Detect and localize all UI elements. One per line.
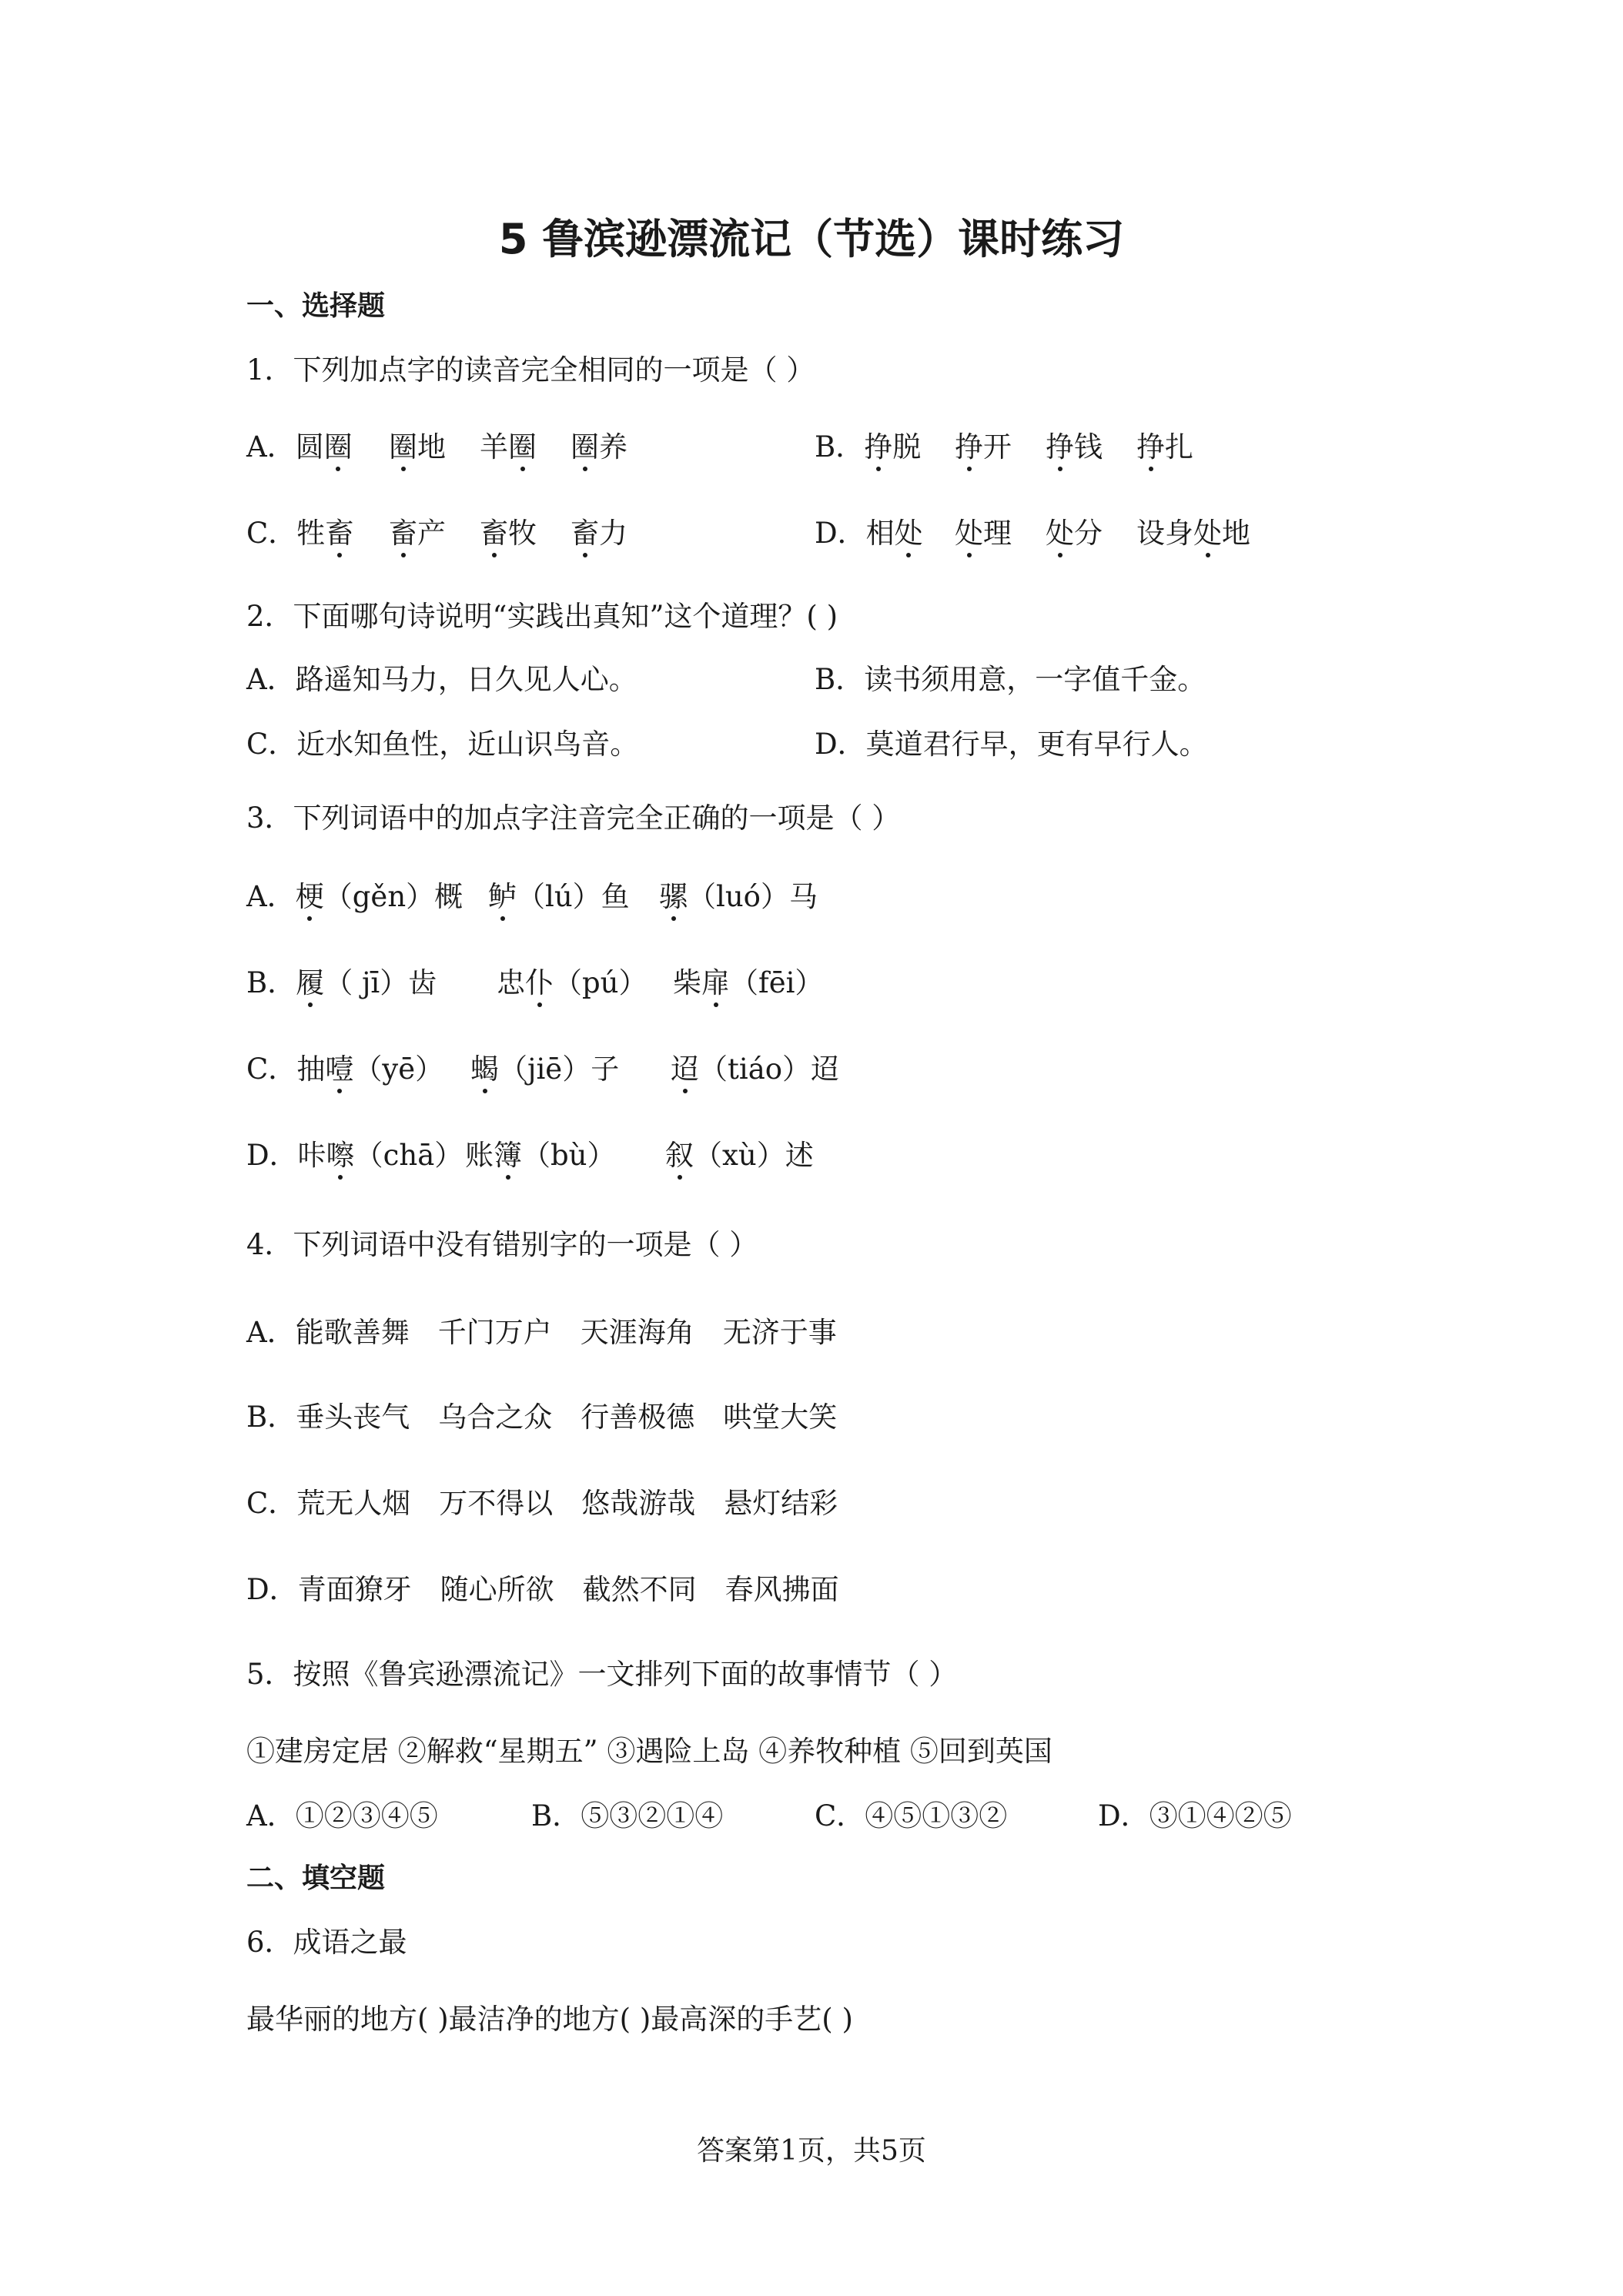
q3-option-a-word-3: 骡（luó）马 bbox=[659, 880, 818, 913]
q2-option-a: A．路遥知马力，日久见人心。 bbox=[246, 663, 637, 696]
q4-option-d: D．青面獠牙 随心所欲 截然不同 春风拂面 bbox=[246, 1573, 839, 1606]
question-6-stem: 6．成语之最 bbox=[246, 1926, 407, 1959]
q3-option-c-word-1: C．抽噎（yē） bbox=[246, 1053, 444, 1086]
emphasis-dot-char: 仆 bbox=[525, 966, 554, 999]
q5-events: ①建房定居 ②解救“星期五” ③遇险上岛 ④养牧种植 ⑤回到英国 bbox=[246, 1735, 1052, 1768]
q5-option-a: A．①②③④⑤ bbox=[246, 1799, 438, 1832]
q3-option-a-word-2: 鲈（lú）鱼 bbox=[488, 880, 630, 913]
page-footer: 答案第1页，共5页 bbox=[697, 2135, 926, 2167]
emphasis-dot-char: 圈 bbox=[571, 430, 599, 464]
q3-option-c-word-2: 蝎（jiē）子 bbox=[470, 1053, 620, 1086]
emphasis-dot-char: 挣 bbox=[1136, 430, 1165, 464]
q1-option-a: A．圆圈 bbox=[246, 430, 353, 464]
q1-option-a-word-4: 圈养 bbox=[571, 430, 627, 464]
emphasis-dot-char: 畜 bbox=[480, 517, 508, 550]
q3-option-d-word-2: 账簿（bù） bbox=[465, 1139, 616, 1172]
q3-option-a-word-1: A．梗（gěn）概 bbox=[246, 880, 463, 913]
emphasis-dot-char: 处 bbox=[1046, 517, 1074, 550]
q2-option-d: D．莫道君行早，更有早行人。 bbox=[815, 728, 1208, 761]
q1-option-a-word-3: 羊圈 bbox=[480, 430, 537, 464]
emphasis-dot-char: 圈 bbox=[508, 430, 537, 464]
q2-option-b: B．读书须用意，一字值千金。 bbox=[815, 663, 1206, 696]
q1-option-d-word-3: 处分 bbox=[1046, 517, 1103, 550]
q3-option-b-word-2: 忠仆（pú） bbox=[497, 966, 648, 999]
emphasis-dot-char: 簿 bbox=[494, 1139, 522, 1172]
q4-option-c: C．荒无人烟 万不得以 悠哉游哉 悬灯结彩 bbox=[246, 1487, 838, 1520]
emphasis-dot-char: 蝎 bbox=[470, 1053, 499, 1086]
q1-option-d-word-2: 处理 bbox=[955, 517, 1012, 550]
q2-option-c: C．近水知鱼性，近山识鸟音。 bbox=[246, 728, 639, 761]
emphasis-dot-char: 叙 bbox=[665, 1139, 694, 1172]
question-1-stem: 1．下列加点字的读音完全相同的一项是（ ） bbox=[246, 353, 815, 387]
q1-option-c-word-2: 畜产 bbox=[389, 517, 446, 550]
emphasis-dot-char: 鲈 bbox=[488, 880, 517, 913]
question-5-stem: 5．按照《鲁宾逊漂流记》一文排列下面的故事情节（ ） bbox=[246, 1658, 958, 1691]
emphasis-dot-char: 梗 bbox=[295, 880, 324, 913]
section-heading-choice: 一、选择题 bbox=[246, 290, 386, 322]
emphasis-dot-char: 嚓 bbox=[326, 1139, 355, 1172]
emphasis-dot-char: 迢 bbox=[671, 1053, 699, 1086]
emphasis-dot-char: 处 bbox=[955, 517, 983, 550]
question-4-stem: 4．下列词语中没有错别字的一项是（ ） bbox=[246, 1228, 758, 1261]
q1-option-d: D．相处 bbox=[815, 517, 923, 550]
emphasis-dot-char: 扉 bbox=[701, 966, 730, 999]
q1-option-b-word-3: 挣钱 bbox=[1046, 430, 1103, 464]
emphasis-dot-char: 畜 bbox=[389, 517, 417, 550]
emphasis-dot-char: 挣 bbox=[1046, 430, 1074, 464]
q3-option-b-word-1: B．履（ jī）齿 bbox=[246, 966, 437, 999]
emphasis-dot-char: 处 bbox=[1193, 517, 1222, 550]
section-heading-fill: 二、填空题 bbox=[246, 1863, 386, 1894]
q5-option-d: D．③①④②⑤ bbox=[1098, 1799, 1292, 1832]
q1-option-a-word-2: 圈地 bbox=[389, 430, 446, 464]
q3-option-b-word-3: 柴扉（fēi） bbox=[673, 966, 824, 999]
q6-fill-line: 最华丽的地方( )最洁净的地方( )最高深的手艺( ) bbox=[246, 2003, 853, 2036]
page-title: 5 鲁滨逊漂流记（节选）课时练习 bbox=[498, 215, 1125, 263]
q1-option-b-word-2: 挣开 bbox=[955, 430, 1012, 464]
emphasis-dot-char: 挣 bbox=[955, 430, 983, 464]
q3-option-d-word-3: 叙（xù）述 bbox=[665, 1139, 814, 1172]
emphasis-dot-char: 噎 bbox=[325, 1053, 354, 1086]
q1-option-c: C．牲畜 bbox=[246, 517, 354, 550]
emphasis-dot-char: 骡 bbox=[659, 880, 688, 913]
q1-option-d-word-4: 设身处地 bbox=[1136, 517, 1250, 550]
q1-option-b: B．挣脱 bbox=[815, 430, 922, 464]
q3-option-d-word-1: D．咔嚓（chā） bbox=[246, 1139, 463, 1172]
emphasis-dot-char: 圈 bbox=[389, 430, 417, 464]
emphasis-dot-char: 履 bbox=[296, 966, 325, 999]
emphasis-dot-char: 畜 bbox=[325, 517, 354, 550]
emphasis-dot-char: 畜 bbox=[571, 517, 599, 550]
q4-option-b: B．垂头丧气 乌合之众 行善极德 哄堂大笑 bbox=[246, 1401, 838, 1434]
question-3-stem: 3．下列词语中的加点字注音完全正确的一项是（ ） bbox=[246, 802, 901, 835]
q5-option-c: C．④⑤①③② bbox=[815, 1799, 1008, 1832]
q1-option-c-word-3: 畜牧 bbox=[480, 517, 537, 550]
emphasis-dot-char: 圈 bbox=[323, 430, 353, 464]
emphasis-dot-char: 处 bbox=[894, 517, 923, 550]
q1-option-c-word-4: 畜力 bbox=[571, 517, 627, 550]
emphasis-dot-char: 挣 bbox=[864, 430, 893, 464]
q4-option-a: A．能歌善舞 千门万户 天涯海角 无济于事 bbox=[246, 1316, 837, 1349]
question-2-stem: 2．下面哪句诗说明“实践出真知”这个道理？( ) bbox=[246, 600, 838, 633]
q5-option-b: B．⑤③②①④ bbox=[531, 1799, 724, 1832]
q1-option-b-word-4: 挣扎 bbox=[1136, 430, 1193, 464]
q3-option-c-word-3: 迢（tiáo）迢 bbox=[671, 1053, 840, 1086]
